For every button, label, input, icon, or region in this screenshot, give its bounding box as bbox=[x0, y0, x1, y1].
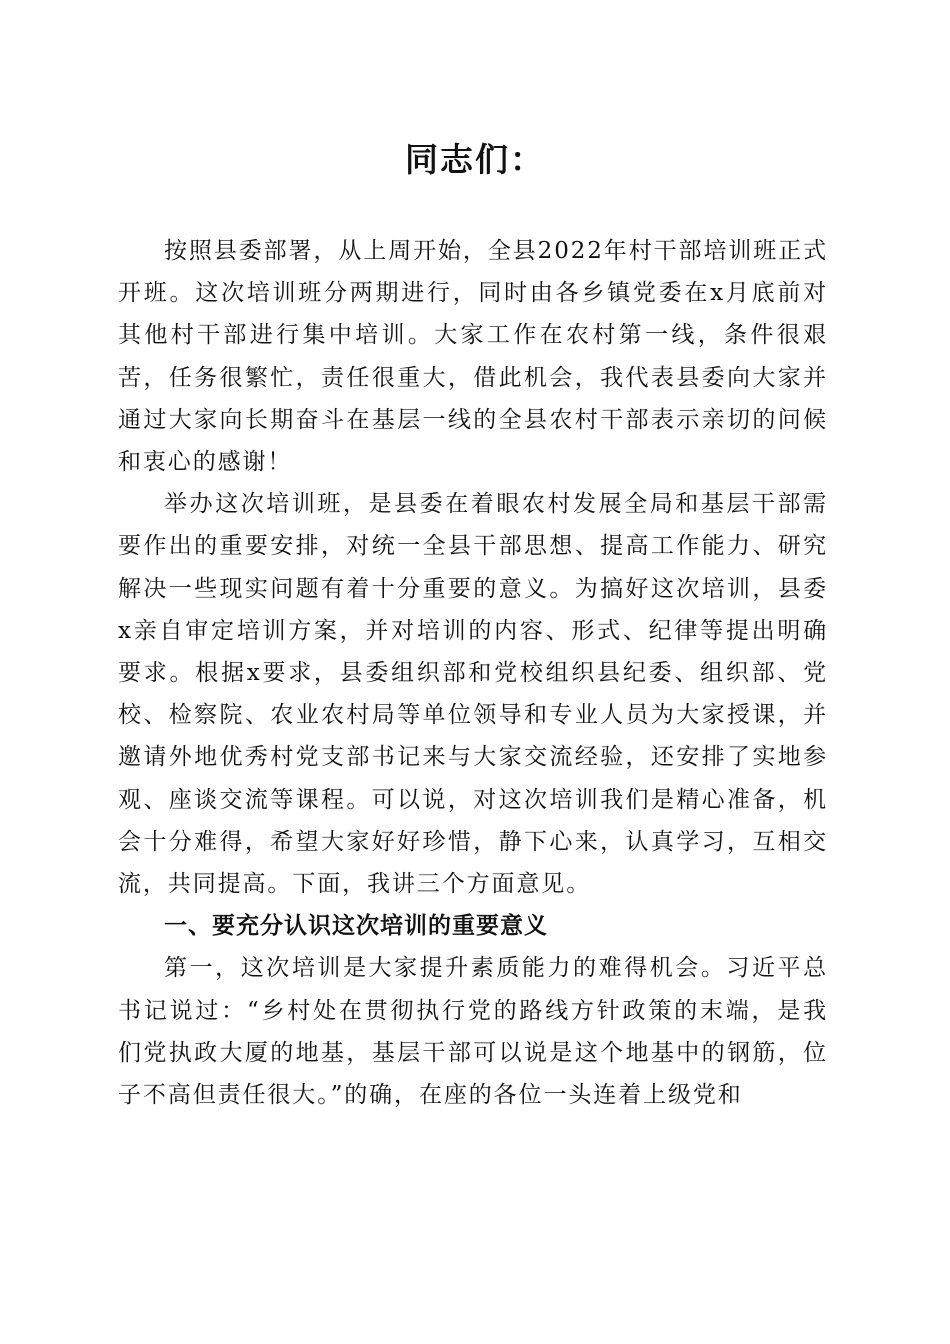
paragraph-first-point: 第一，这次培训是大家提升素质能力的难得机会。习近平总书记说过：“乡村处在贯彻执行党的路线方针政策的末端，是我们党执政大厦的地基，基层干部可以说是这个地基中的钢筋，位子不高但责任很大。”的确，在座的各位一头连着上级党和 bbox=[118, 955, 828, 1109]
document-body bbox=[118, 230, 828, 1116]
document-title: 同志们： bbox=[405, 140, 545, 179]
paragraph-training-purpose: 举办这次培训班，是县委在着眼农村发展全局和基层干部需要作出的重要安排，对统一全县干部思想、提高工作能力、研究解决一些现实问题有着十分重要的意义。为搞好这次培训，县委x亲自审定培训方案，并对培训的内容、形式、纪律等提出明确要求。根据x要求，县委组织部和党校组织县纪委、组织部、党校、检察院、农业农村局等单位领导和专业人员为大家授课，并邀请外地优秀村党支部书记来与大家交流经验，还安排了实地参观、座谈交流等课程。可以说，对这次培训我们是精心准备，机会十分难得，希望大家好好珍惜，静下心来，认真学习，互相交流，共同提高。下面，我讲三个方面意见。 bbox=[118, 491, 828, 898]
section-heading-1: 一、要充分认识这次培训的重要意义 bbox=[164, 913, 548, 940]
paragraph-opening: 按照县委部署，从上周开始，全县2022年村干部培训班正式开班。这次培训班分两期进行，同时由各乡镇党委在x月底前对其他村干部进行集中培训。大家工作在农村第一线，条件很艰苦，任务很繁忙，责任很重大，借此机会，我代表县委向大家并通过大家向长期奋斗在基层一线的全县农村干部表示亲切的问候和衷心的感谢！ bbox=[118, 238, 828, 476]
